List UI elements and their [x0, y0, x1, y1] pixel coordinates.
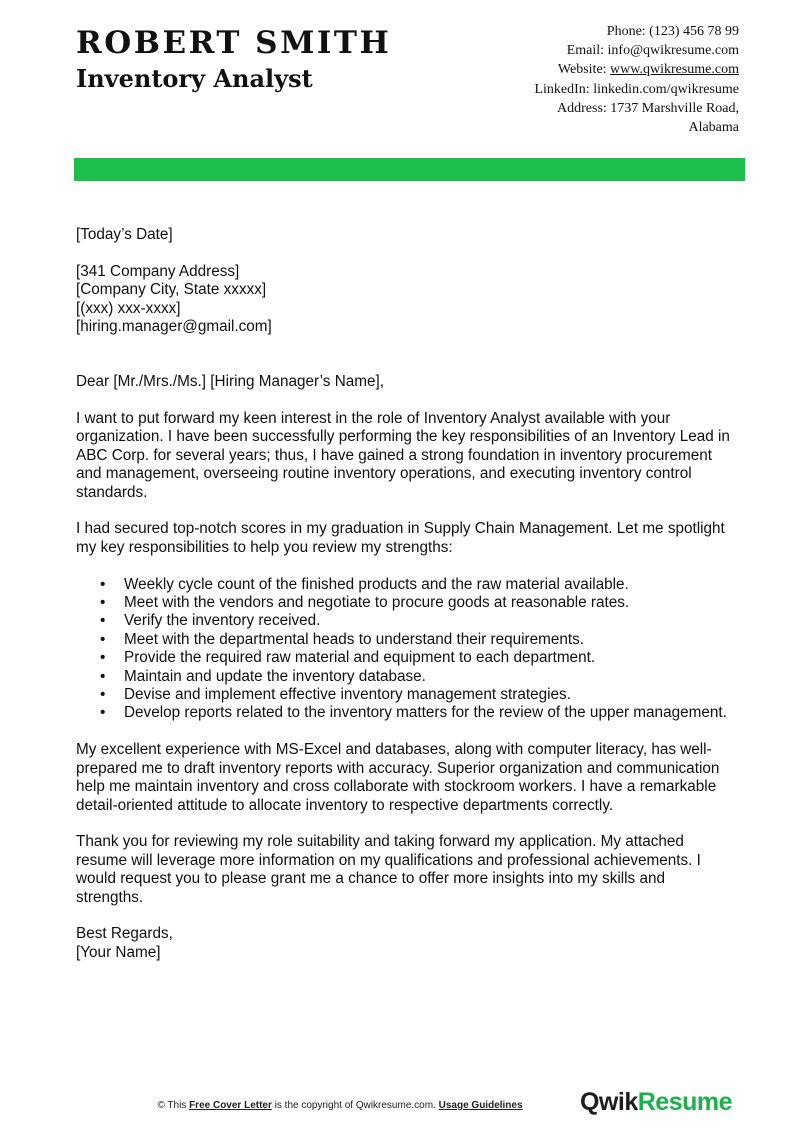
signature-name: [Your Name]	[76, 943, 161, 961]
candidate-name: ROBERT SMITH	[76, 25, 392, 61]
sign-off	[76, 925, 736, 962]
recipient-address-line: [Company City, State xxxxx]	[76, 281, 267, 299]
contact-email: Email: info@qwikresume.com	[566, 43, 739, 59]
contact-website	[439, 60, 739, 79]
free-cover-letter-link[interactable]: Free Cover Letter	[189, 1100, 272, 1111]
list-item: • Verify the inventory received.	[124, 612, 736, 630]
list-item: • Provide the required raw material and equipment to each department.	[124, 649, 736, 667]
recipient-address-line: [(xxx) xxx-xxxx]	[76, 299, 181, 317]
paragraph-intro: I want to put forward my keen interest in the role of Inventory Analyst available with your organization. I have been successfully performing the key responsibilities of an Inventory Lead in ABC Corp. for several years; thus, I have gained a strong foundation in inventory procurement and management, overseeing routine inventory operations, and executing inventory control standards.	[76, 410, 730, 501]
contact-address-line2: Alabama	[688, 120, 739, 136]
letter-date: [Today’s Date]	[76, 226, 173, 243]
responsibilities-list	[76, 576, 736, 723]
contact-phone: Phone: (123) 456 78 99	[606, 24, 739, 39]
job-title: Inventory Analyst	[76, 64, 313, 93]
paragraph-skills: My excellent experience with MS-Excel and databases, along with computer literacy, has well-prepared me to draft inventory reports with accuracy. Superior organization and communication help me maintain inventory and cross collaborate with stockroom workers. I have a remarkable detail-oriented attitude to allocate inventory to respective departments correctly.	[76, 741, 720, 814]
contact-address-line1: Address: 1737 Marshville Road,	[557, 100, 739, 116]
closing-phrase: Best Regards,	[76, 925, 173, 943]
website-link[interactable]: www.qwikresume.com	[610, 62, 739, 78]
list-item: • Devise and implement effective inventory management strategies.	[124, 686, 736, 704]
contact-block	[439, 22, 739, 137]
footer-middle: is the copyright of Qwikresume.com.	[271, 1100, 439, 1111]
contact-website-label: Website:	[557, 62, 611, 78]
salutation: Dear [Mr./Mrs./Ms.] [Hiring Manager’s Name],	[76, 373, 384, 391]
copyright-footer	[0, 1100, 680, 1112]
footer-prefix: © This	[157, 1100, 190, 1111]
recipient-address	[76, 263, 736, 337]
list-item: • Maintain and update the inventory database.	[124, 668, 736, 686]
paragraph-closing: Thank you for reviewing my role suitability and taking forward my application. My attached resume will leverage more information on my qualifications and professional achievements. I would request you to please grant me a chance to offer more insights into my skills and strengths.	[76, 833, 701, 906]
recipient-address-line: [hiring.manager@gmail.com]	[76, 318, 272, 336]
list-item: • Develop reports related to the inventory matters for the review of the upper management.	[124, 704, 736, 722]
accent-divider-bar	[74, 158, 745, 181]
usage-guidelines-link[interactable]: Usage Guidelines	[438, 1100, 523, 1111]
list-item: • Meet with the vendors and negotiate to procure goods at reasonable rates.	[124, 594, 736, 612]
letter-body	[76, 226, 736, 981]
contact-linkedin: LinkedIn: linkedin.com/qwikresume	[534, 81, 739, 97]
list-item: • Weekly cycle count of the finished products and the raw material available.	[124, 576, 736, 594]
recipient-address-line: [341 Company Address]	[76, 262, 240, 280]
logo-part-qwik: Qwik	[579, 1088, 638, 1116]
paragraph-education: I had secured top-notch scores in my graduation in Supply Chain Management. Let me spotlight my key responsibilities to help you review my strengths:	[76, 520, 725, 556]
qwikresume-logo	[580, 1087, 732, 1117]
list-item: • Meet with the departmental heads to understand their requirements.	[124, 631, 736, 649]
logo-part-resume: Resume	[637, 1088, 732, 1116]
